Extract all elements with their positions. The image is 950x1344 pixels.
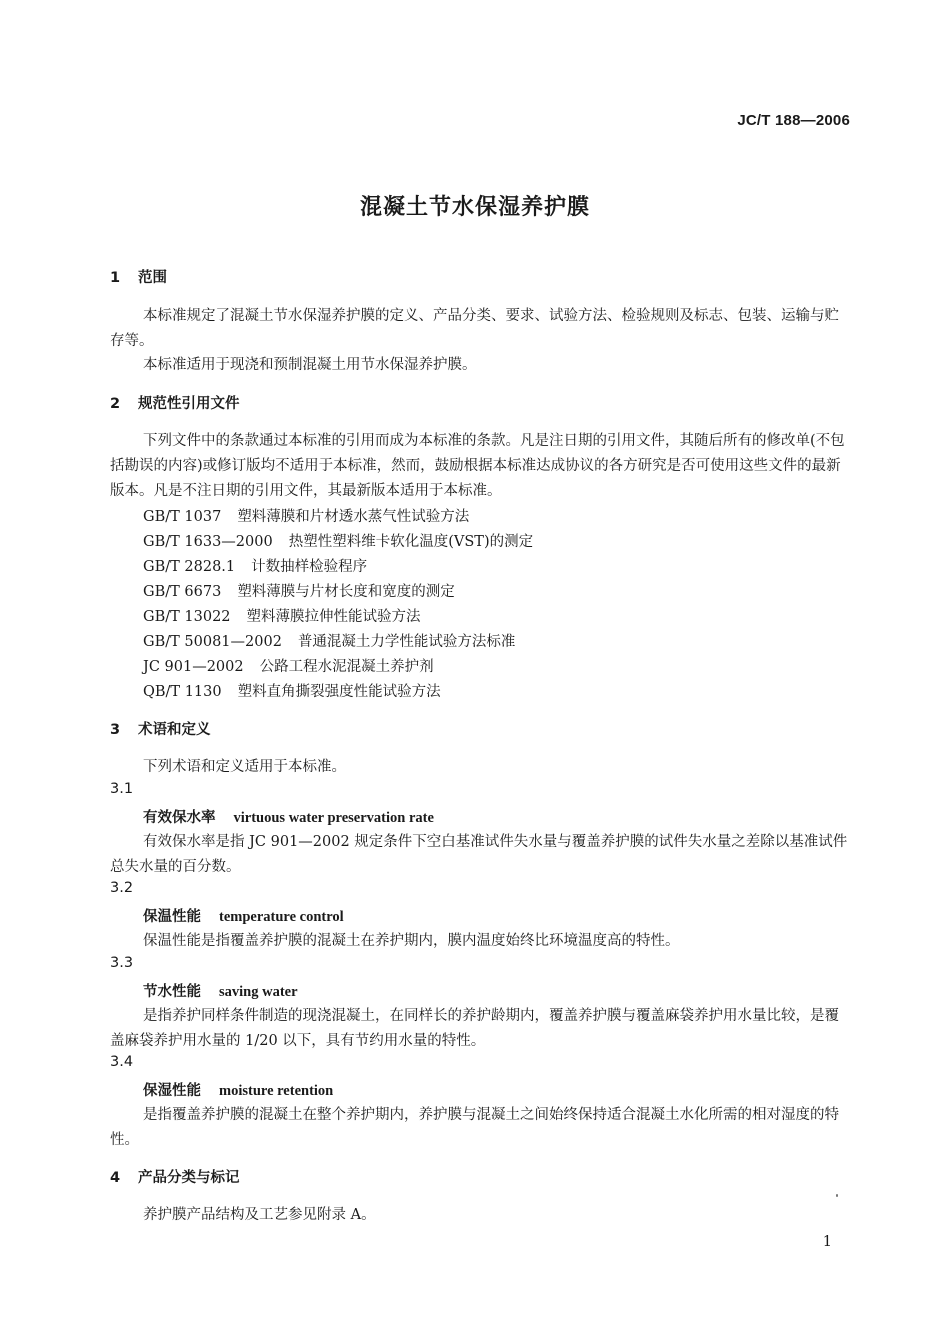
- section-title: 规范性引用文件: [138, 396, 240, 412]
- term-number: 3.1: [110, 781, 134, 797]
- section-number: 3: [110, 722, 121, 738]
- reference-item: [143, 630, 515, 651]
- reference-item: [143, 530, 533, 551]
- section-2-heading: [110, 392, 240, 413]
- reference-item: [143, 505, 469, 526]
- section-4-paragraph: 养护膜产品结构及工艺参见附录 A。: [143, 1207, 376, 1223]
- reference-code: JC 901—2002: [143, 659, 244, 675]
- reference-item: [143, 680, 441, 701]
- section-4-heading: [110, 1166, 240, 1187]
- reference-title: 计数抽样检验程序: [251, 559, 368, 575]
- term-heading: [143, 980, 298, 1001]
- section-1-paragraph-2: 本标准适用于现浇和预制混凝土用节水保湿养护膜。: [143, 357, 477, 373]
- term-chinese: 保湿性能: [143, 1083, 201, 1099]
- section-2-intro: 下列文件中的条款通过本标准的引用而成为本标准的条款。凡是注日期的引用文件，其随后所有的修改单(不包括勘误的内容)或修订版均不适用于本标准，然而，鼓励根据本标准达成协议的各方研究是否可使用这些文件的最新版本。凡是不注日期的引用文件，其最新版本适用于本标准。: [110, 433, 845, 499]
- reference-item: [143, 580, 455, 601]
- term-english: temperature control: [219, 909, 344, 925]
- reference-title: 塑料薄膜与片材长度和宽度的测定: [237, 584, 455, 600]
- term-definition: 是指养护同样条件制造的现浇混凝土，在同样长的养护龄期内，覆盖养护膜与覆盖麻袋养护用水量比较，是覆盖麻袋养护用水量的 1/20 以下，具有节约用水量的特性。: [110, 1008, 839, 1049]
- term-definition: 有效保水率是指 JC 901—2002 规定条件下空白基准试件失水量与覆盖养护膜的试件失水量之差除以基准试件总失水量的百分数。: [110, 834, 848, 875]
- reference-code: GB/T 1633—2000: [143, 534, 273, 550]
- section-title: 范围: [138, 270, 167, 286]
- term-english: virtuous water preservation rate: [233, 810, 434, 826]
- reference-code: QB/T 1130: [143, 684, 222, 700]
- reference-title: 公路工程水泥混凝土养护剂: [259, 659, 434, 675]
- section-3-intro: 下列术语和定义适用于本标准。: [143, 759, 346, 775]
- section-title: 产品分类与标记: [138, 1170, 240, 1186]
- term-english: moisture retention: [219, 1083, 334, 1099]
- scan-speck: [836, 1194, 838, 1197]
- term-heading: [143, 905, 344, 926]
- term-heading: [143, 806, 434, 827]
- section-number: 2: [110, 396, 121, 412]
- section-number: 4: [110, 1170, 121, 1186]
- reference-title: 塑料薄膜拉伸性能试验方法: [246, 609, 421, 625]
- reference-title: 热塑性塑料维卡软化温度(VST)的测定: [288, 534, 534, 550]
- section-1-paragraph-1: 本标准规定了混凝土节水保湿养护膜的定义、产品分类、要求、试验方法、检验规则及标志、包装、运输与贮存等。: [110, 308, 839, 349]
- reference-title: 塑料直角撕裂强度性能试验方法: [237, 684, 441, 700]
- document-title: 混凝土节水保湿养护膜: [359, 195, 590, 220]
- term-english: saving water: [219, 984, 298, 1000]
- term-number: 3.3: [110, 955, 134, 971]
- reference-item: [143, 655, 434, 676]
- reference-code: GB/T 13022: [143, 609, 231, 625]
- page-number: 1: [822, 1234, 832, 1250]
- section-1-heading: [110, 266, 167, 287]
- reference-item: [143, 605, 421, 626]
- reference-title: 塑料薄膜和片材透水蒸气性试验方法: [237, 509, 470, 525]
- section-title: 术语和定义: [138, 722, 211, 738]
- reference-code: GB/T 50081—2002: [143, 634, 282, 650]
- reference-code: GB/T 6673: [143, 584, 222, 600]
- section-3-heading: [110, 718, 211, 739]
- term-heading: [143, 1079, 333, 1100]
- reference-title: 普通混凝土力学性能试验方法标准: [297, 634, 516, 650]
- reference-code: GB/T 1037: [143, 509, 222, 525]
- term-chinese: 节水性能: [143, 984, 201, 1000]
- term-number: 3.2: [110, 880, 134, 896]
- reference-code: GB/T 2828.1: [143, 559, 236, 575]
- term-number: 3.4: [110, 1054, 134, 1070]
- term-chinese: 保温性能: [143, 909, 201, 925]
- standard-number: JC/T 188—2006: [737, 112, 850, 129]
- reference-item: [143, 555, 367, 576]
- term-definition: 保温性能是指覆盖养护膜的混凝土在养护期内，膜内温度始终比环境温度高的特性。: [143, 933, 680, 949]
- term-definition: 是指覆盖养护膜的混凝土在整个养护期内，养护膜与混凝土之间始终保持适合混凝土水化所需的相对湿度的特性。: [110, 1107, 839, 1148]
- section-number: 1: [110, 270, 121, 286]
- term-chinese: 有效保水率: [143, 810, 216, 826]
